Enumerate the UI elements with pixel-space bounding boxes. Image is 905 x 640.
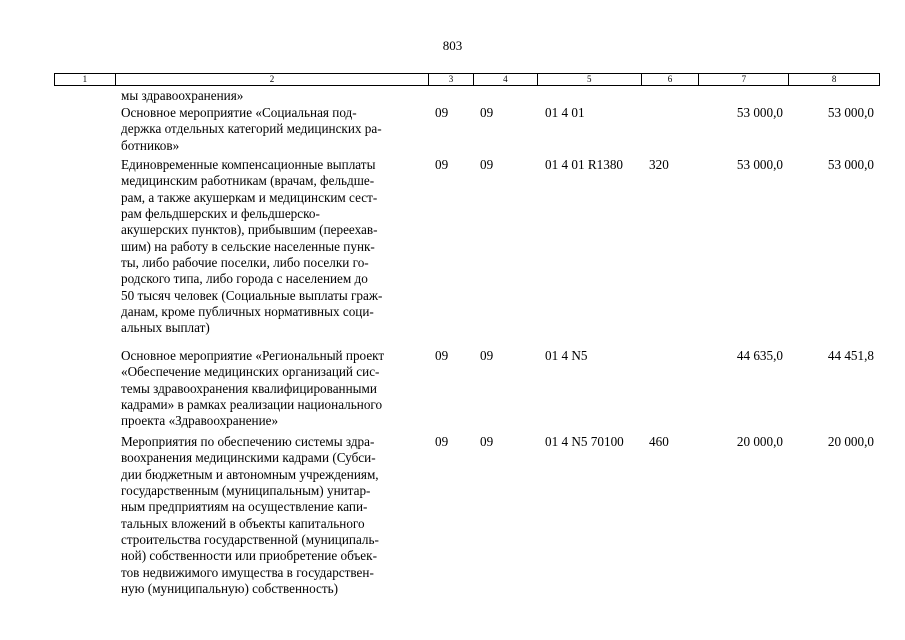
row-description: [121, 105, 431, 154]
row-amount-col8: 53 000,0: [827, 105, 874, 120]
description-line: ную (муниципальную) собственность): [121, 581, 339, 597]
description-line: государственным (муниципальным) унитар-: [121, 483, 371, 499]
description-line: ботников»: [121, 137, 180, 153]
row-target-article: 01 4 N5: [545, 348, 588, 363]
description-line: воохранения медицинскими кадрами (Субси-: [121, 450, 376, 466]
row-amount-col8: 53 000,0: [827, 157, 874, 172]
description-line: проекта «Здравоохранение»: [121, 413, 279, 429]
row-amount-col7: 44 635,0: [736, 348, 783, 363]
column-header-6: 6: [642, 74, 700, 85]
description-line: ным предприятиям на осуществление капи-: [121, 499, 368, 515]
description-line: Основное мероприятие «Социальная под-: [121, 105, 357, 120]
row-amount-col8: 44 451,8: [827, 348, 874, 363]
row-amount-col7: 53 000,0: [736, 105, 783, 120]
row-section-code: 09: [435, 105, 449, 120]
description-line: Мероприятия по обеспечению системы здра-: [121, 434, 375, 449]
column-header-2: 2: [116, 74, 429, 85]
description-line: темы здравоохранения квалифицированными: [121, 380, 377, 396]
description-line: рам фельдшерских и фельдшерско-: [121, 206, 320, 222]
row-section-code: 09: [435, 434, 449, 449]
description-line: 50 тысяч человек (Социальные выплаты граж-: [121, 287, 383, 303]
column-header-row: [54, 73, 880, 86]
description-line: ты, либо рабочие поселки, либо поселки го-: [121, 255, 369, 271]
row-section-code: 09: [435, 157, 449, 172]
description-line: тальных вложений в объекты капитального: [121, 515, 365, 531]
row-amount-col7: 53 000,0: [736, 157, 783, 172]
row-expense-type: 320: [649, 157, 669, 172]
row-subsection-code: 09: [480, 105, 494, 120]
row-target-article: 01 4 01 R1380: [545, 157, 624, 172]
description-line: ной) собственности или приобретение объек-: [121, 548, 377, 564]
row-subsection-code: 09: [480, 348, 494, 363]
row-description: [121, 434, 431, 597]
column-header-1: 1: [55, 74, 116, 85]
row-target-article: 01 4 N5 70100: [545, 434, 624, 449]
column-header-4: 4: [474, 74, 538, 85]
description-line: дии бюджетным и автономным учреждениям,: [121, 466, 379, 482]
column-header-3: 3: [429, 74, 474, 85]
row-target-article: 01 4 01: [545, 105, 585, 120]
column-header-5: 5: [538, 74, 642, 85]
row-description: [121, 348, 431, 430]
row-subsection-code: 09: [480, 157, 494, 172]
row-section-code: 09: [435, 348, 449, 363]
row-expense-type: 460: [649, 434, 669, 449]
description-line: «Обеспечение медицинских организаций сис-: [121, 364, 380, 380]
row-subsection-code: 09: [480, 434, 494, 449]
column-header-7: 7: [699, 74, 789, 85]
description-line: Единовременные компенсационные выплаты: [121, 157, 376, 172]
row-amount-col7: 20 000,0: [736, 434, 783, 449]
description-line: данам, кроме публичных нормативных соци-: [121, 304, 374, 320]
description-line: медицинским работникам (врачам, фельдше-: [121, 173, 375, 189]
description-line: родского типа, либо города с населением до: [121, 271, 368, 287]
description-line: рам, а также акушеркам и медицинским сест-: [121, 189, 378, 205]
column-header-8: 8: [831, 74, 837, 84]
description-line: мы здравоохранения»: [121, 88, 244, 103]
description-line: строительства государственной (муниципаль-: [121, 532, 379, 548]
row-description: [121, 88, 431, 104]
description-line: шим) на работу в сельские населенные пунк-: [121, 238, 375, 254]
description-line: Основное мероприятие «Региональный проект: [121, 348, 385, 363]
description-line: акушерских пунктов), прибывшим (переехав-: [121, 222, 378, 238]
row-description: [121, 157, 431, 337]
row-amount-col8: 20 000,0: [827, 434, 874, 449]
description-line: альных выплат): [121, 320, 210, 336]
description-line: тов недвижимого имущества в государствен-: [121, 564, 374, 580]
description-line: кадрами» в рамках реализации национального: [121, 397, 383, 413]
description-line: держка отдельных категорий медицинских ра-: [121, 121, 382, 137]
page-number: 803: [442, 38, 463, 53]
